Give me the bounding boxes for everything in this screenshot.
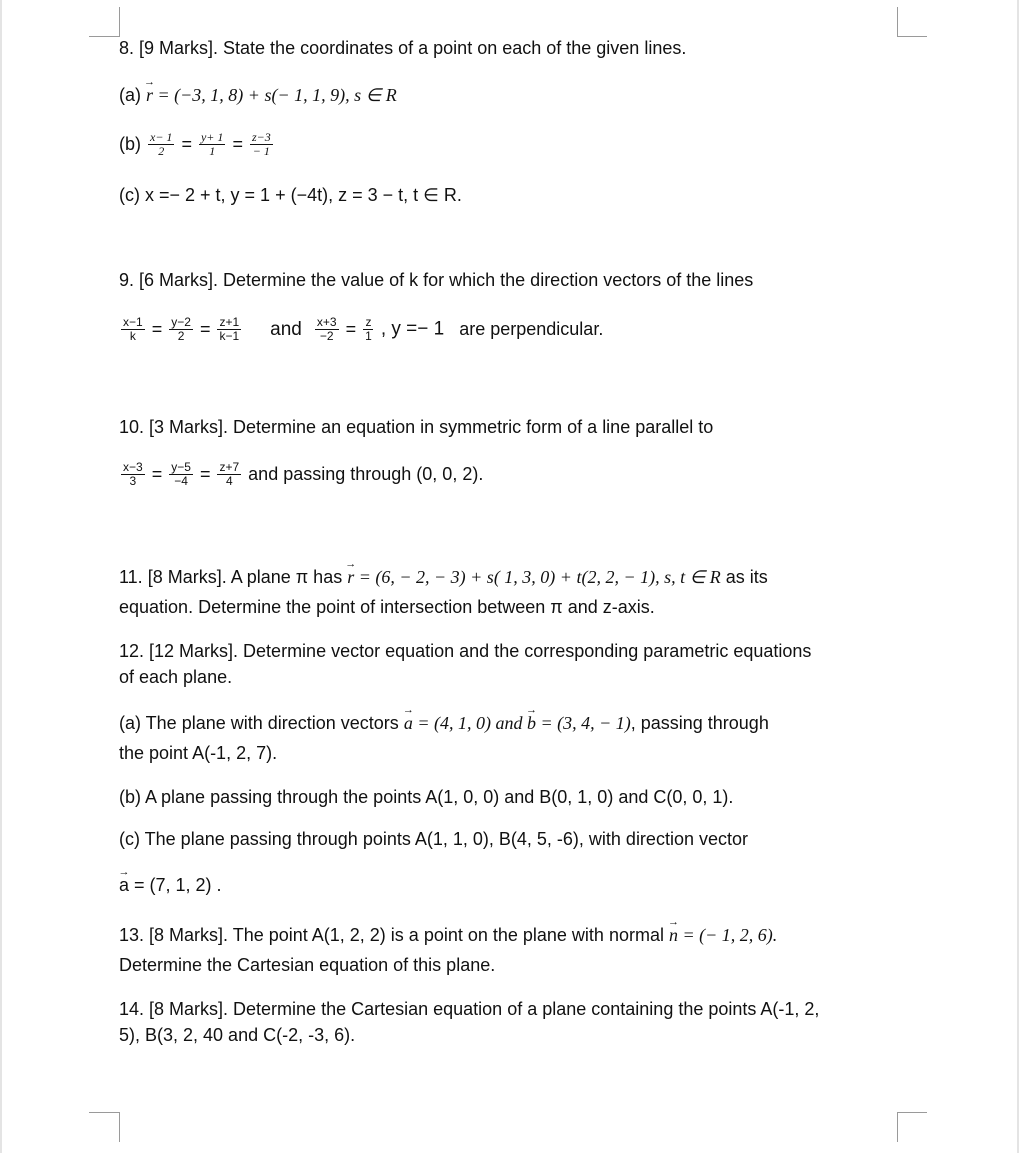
q9-f4-num: x+3 [316, 315, 337, 329]
crop-mark-bottom-left [119, 1112, 120, 1142]
q9-tail: are perpendicular. [459, 319, 604, 339]
q12-part-a-line-2: the point A(-1, 2, 7). [119, 743, 278, 763]
q10-f3-num: z+7 [219, 460, 240, 474]
q12-part-c-line-2 [119, 875, 222, 896]
q9-fraction-4 [315, 316, 339, 343]
q12-c-equation: = (7, 1, 2) . [129, 875, 222, 895]
crop-mark-bottom-right-h [897, 1112, 927, 1113]
q13-line-1 [119, 925, 777, 946]
q10-f1-num: x−3 [123, 460, 143, 474]
q8-b-f3-den: − 1 [252, 144, 270, 158]
q10-equation: $\frac{x-3}{3}$ = $\frac{y-5}{-4}$ = $\frac{z+7}{4}$ and passing through (0, 0, 2). [123, 460, 484, 488]
q12-a-tail: , passing through [630, 713, 769, 733]
q9-f2-den: 2 [177, 329, 185, 343]
crop-mark-bottom-left-h [89, 1112, 120, 1113]
q8-b-label: (b) [119, 134, 146, 154]
q9-f5-den: 1 [365, 329, 372, 343]
q8-part-a [119, 85, 397, 106]
q12-heading-2: of each plane. [119, 667, 233, 687]
q14-line-1: 14. [8 Marks]. Determine the Cartesian equation of a plane containing the points A(-1, 2, [119, 999, 820, 1019]
q12-a-eq-b: = (3, 4, − 1) [535, 713, 631, 733]
q8-b-f1-num: x− 1 [150, 130, 173, 144]
q10-fraction-2 [169, 461, 193, 488]
q8-part-b: (b) $\frac{x- 1}{2}$ = $\frac{y+ 1}{1}$ = $\frac{z-3}{- 1}$ [119, 130, 271, 158]
q9-f5-num: z [365, 315, 372, 329]
q9-and: and [270, 318, 302, 340]
q8-b-fraction-z [250, 131, 273, 158]
q8-a-vector-r: → r [146, 85, 153, 106]
page-edge-left [0, 0, 2, 1153]
q13-line-2: Determine the Cartesian equation of this plane. [119, 955, 496, 975]
q10-tail: and passing through (0, 0, 2). [248, 464, 484, 484]
q9-f1-num: x−1 [123, 315, 143, 329]
q13-text: 13. [8 Marks]. The point A(1, 2, 2) is a point on the plane with normal [119, 925, 669, 945]
q9-equations: $\frac{x-1}{k}$ = $\frac{y-2}{2}$ = $\frac{z+1}{k-1}$ and $\frac{x+3}{-2}$ = $\frac{z}{1}$ , y =− 1 are perpendicular. [123, 315, 604, 343]
q12-heading-1: 12. [12 Marks]. Determine vector equation and the corresponding parametric equations [119, 641, 812, 661]
q14-line-2: 5), B(3, 2, 40 and C(-2, -3, 6). [119, 1025, 356, 1045]
q8-b-fraction-y [199, 131, 225, 158]
crop-mark-bottom-right [897, 1112, 898, 1142]
q9-fraction-2 [169, 316, 193, 343]
q8-b-f3-num: z−3 [251, 130, 271, 144]
q9-heading: 9. [6 Marks]. Determine the value of k for which the direction vectors of the lines [119, 270, 754, 290]
q10-f1-den: 3 [129, 474, 137, 488]
q10-fraction-1 [121, 461, 145, 488]
q9-f4-den: −2 [319, 329, 334, 343]
q10-f2-den: −4 [174, 474, 188, 488]
q10-f2-num: y−5 [171, 460, 191, 474]
q13-vector-n: → n [669, 925, 678, 946]
q9-f2-num: y−2 [171, 315, 191, 329]
q12-a-text: (a) The plane with direction vectors [119, 713, 404, 733]
q12-a-eq-a: = (4, 1, 0) and [412, 713, 527, 733]
q12-part-b: (b) A plane passing through the points A(1, 0, 0) and B(0, 1, 0) and C(0, 0, 1). [119, 787, 734, 807]
q11-text-a: 11. [8 Marks]. A plane π has [119, 567, 348, 587]
q12-a-vector-a: → a [404, 713, 413, 734]
q11-line-1 [119, 567, 768, 588]
q9-f3-den: k−1 [219, 329, 240, 343]
q9-f3-num: z+1 [219, 315, 240, 329]
q10-heading: 10. [3 Marks]. Determine an equation in symmetric form of a line parallel to [119, 417, 714, 437]
crop-mark-top-left-h [89, 36, 120, 37]
q12-part-c-line-1: (c) The plane passing through points A(1, 1, 0), B(4, 5, -6), with direction vector [119, 829, 748, 849]
q11-vector-r: → r [347, 567, 354, 588]
q8-a-label: (a) [119, 85, 146, 105]
q13-equation: = (− 1, 2, 6). [677, 925, 778, 945]
q8-b-fraction-x [148, 131, 174, 158]
q11-equation: = (6, − 2, − 3) + s( 1, 3, 0) + t(2, 2, − 1), s, t ∈ R [354, 567, 721, 587]
q9-fraction-1 [121, 316, 145, 343]
q8-b-f1-den: 2 [158, 144, 165, 158]
q9-f1-den: k [129, 329, 136, 343]
q12-c-vector-a: → a [119, 875, 129, 896]
q11-line-2: equation. Determine the point of intersection between π and z-axis. [119, 597, 655, 617]
q8-b-f2-den: 1 [209, 144, 216, 158]
q9-fraction-5 [363, 316, 374, 343]
q12-part-a-line-1 [119, 713, 769, 734]
q12-a-vector-b: → b [527, 713, 536, 734]
q8-part-c: (c) x =− 2 + t, y = 1 + (−4t), z = 3 − t, t ∈ R. [119, 185, 462, 205]
crop-mark-top-right [897, 7, 898, 37]
q10-f3-den: 4 [225, 474, 233, 488]
q9-fraction-3 [217, 316, 241, 343]
q8-heading: 8. [9 Marks]. State the coordinates of a point on each of the given lines. [119, 38, 687, 58]
q10-fraction-3 [217, 461, 241, 488]
q11-text-c: as its [720, 567, 768, 587]
q8-b-f2-num: y+ 1 [200, 130, 224, 144]
crop-mark-top-right-h [897, 36, 927, 37]
q9-y-equals: , y =− 1 [380, 318, 445, 340]
crop-mark-top-left [119, 7, 120, 37]
q8-a-equation: = (−3, 1, 8) + s(− 1, 1, 9), s ∈ R [153, 85, 397, 105]
